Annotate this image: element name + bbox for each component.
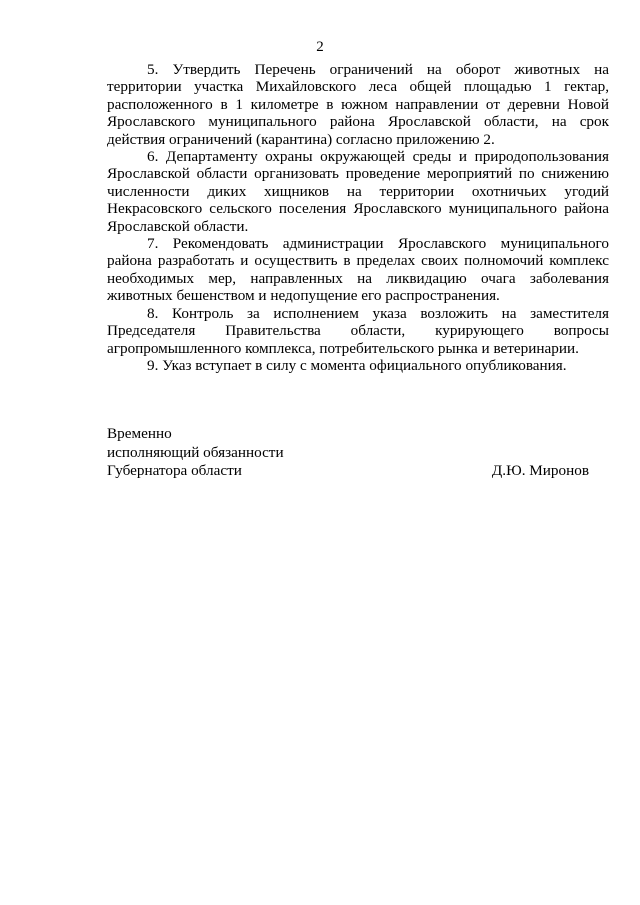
signer-title-line1: Временно bbox=[107, 425, 172, 442]
paragraph-9: 9. Указ вступает в силу с момента официального опубликования. bbox=[147, 356, 567, 374]
paragraph-5: 5. Утвердить Перечень ограничений на оборот животных на территории участка Михайловского леса общей площадью 1 гектар, расположенного в 1 километре в южном направлении от деревни Новой Ярославского муниципального района Ярославской области, на срок действия ограничений (карантина) согласно приложению 2. bbox=[107, 61, 609, 148]
paragraph-8: 8. Контроль за исполнением указа возложить на заместителя Председателя Правительства области, курирующего вопросы агропромышленного комплекса, потребительского рынка и ветеринарии. bbox=[107, 304, 609, 357]
signer-title-line2: исполняющий обязанности bbox=[107, 443, 284, 461]
paragraph-7: 7. Рекомендовать администрации Ярославского муниципального района разработать и осуществить в пределах своих полномочий комплекс необходимых мер, направленных на ликвидацию очага заболевания животных бешенством и недопущение его распространения. bbox=[107, 235, 609, 305]
signer-name: Д.Ю. Миронов bbox=[491, 462, 589, 479]
signer-title-line3-row bbox=[107, 462, 589, 481]
signature-block bbox=[107, 425, 589, 481]
signer-title-line3: Губернатора области bbox=[107, 462, 242, 479]
paragraph-6: 6. Департаменту охраны окружающей среды и природопользования Ярославской области организовать проведение мероприятий по снижению численности диких хищников на территории охотничьих угодий Некрасовского сельского поселения Ярославского муниципального района Ярославской области. bbox=[107, 148, 609, 235]
decree-body bbox=[107, 61, 609, 374]
page-number: 2 bbox=[316, 39, 324, 55]
